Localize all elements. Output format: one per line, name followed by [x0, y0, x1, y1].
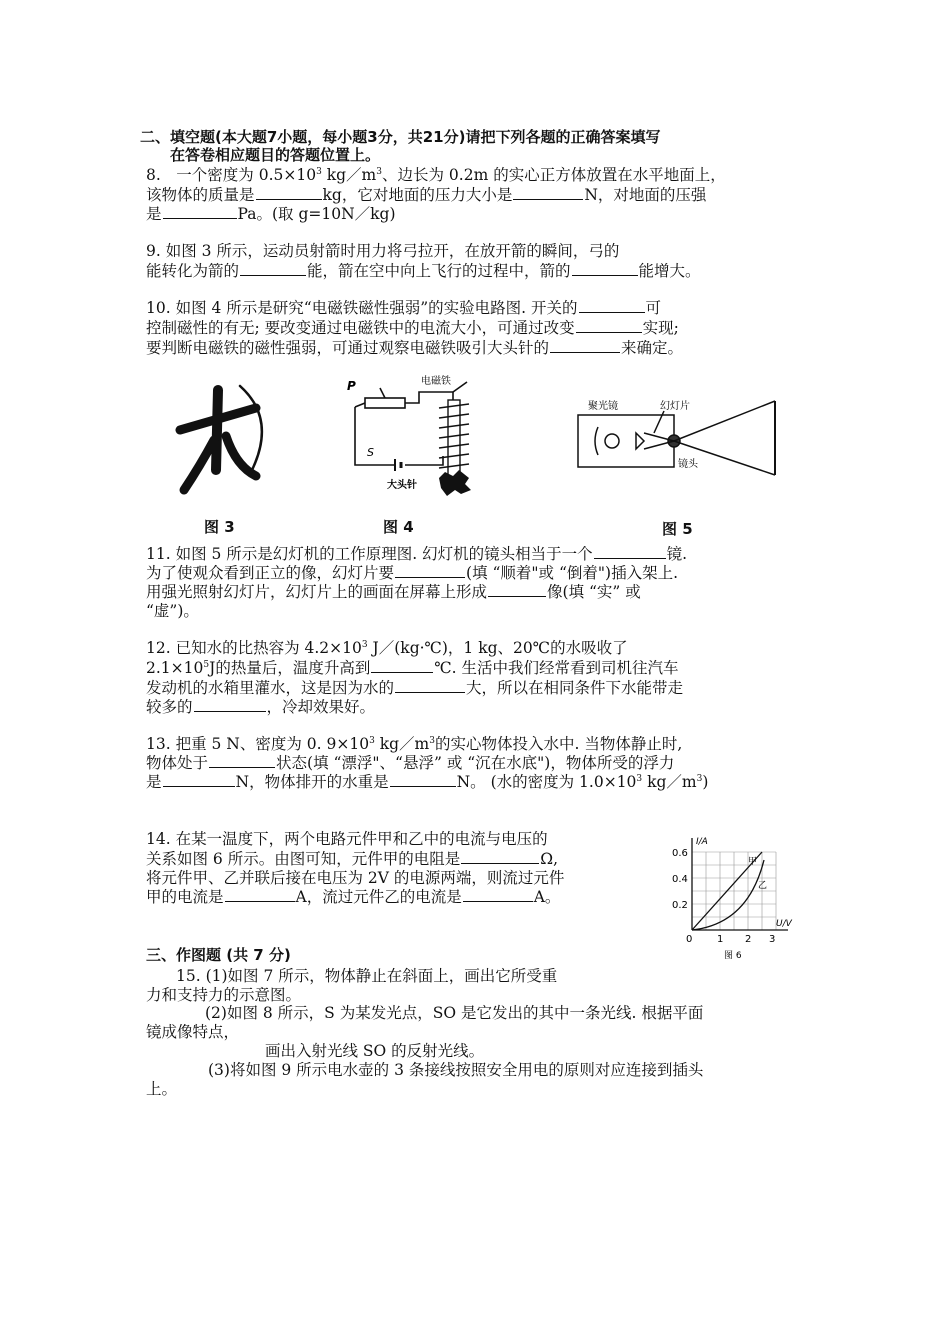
q8-line3: 是 Pa。(取 g=10N／kg)	[146, 205, 396, 223]
q15-line6: (3)将如图 9 所示电水壶的 3 条接线按照安全用电的原则对应连接到插头	[208, 1061, 704, 1079]
fig5-slide-label: 幻灯片	[660, 401, 690, 412]
answer-blank[interactable]	[461, 849, 539, 864]
series-jia-label: 甲	[748, 857, 758, 867]
q12-line2: $2.1\times 10^5J$的热量后，温度升高到 ℃. 生活中我们经常看到司机往汽车	[146, 659, 679, 677]
answer-blank[interactable]	[576, 318, 642, 333]
answer-blank[interactable]	[194, 697, 266, 712]
answer-blank[interactable]	[240, 261, 306, 276]
q8-line2: 该物体的质量是 kg，它对地面的压力大小是 N，对地面的压强	[146, 186, 707, 204]
q15-line4: 镜成像特点，	[146, 1023, 240, 1041]
answer-blank[interactable]	[163, 204, 237, 219]
figure-3-caption: 图 3	[204, 518, 235, 536]
q12-line3: 发动机的水箱里灌水，这是因为水的 大，所以在相同条件下水能带走	[146, 679, 684, 697]
fig4-electromagnet-label: 电磁铁	[421, 376, 451, 387]
pins-cluster	[439, 470, 471, 496]
figure-6-caption: 图 6	[724, 951, 742, 961]
section2-title-line1: 二、填空题(本大题7小题，每小题3分，共21分)请把下列各题的正确答案填写	[140, 128, 661, 146]
q14-line3: 将元件甲、乙并联后接在电压为 2V 的电源两端，则流过元件	[146, 869, 565, 887]
answer-blank[interactable]	[371, 658, 433, 673]
xtick: 1	[717, 934, 724, 945]
answer-blank[interactable]	[163, 772, 235, 787]
fig5-lens-label: 镜头	[678, 459, 698, 470]
ytick: 0.2	[672, 900, 688, 911]
answer-blank[interactable]	[579, 298, 645, 313]
q15-line2: 力和支持力的示意图。	[146, 986, 302, 1004]
q15-line5: 画出入射光线 SO 的反射光线。	[265, 1042, 485, 1060]
answer-blank[interactable]	[572, 261, 638, 276]
answer-blank[interactable]	[550, 338, 620, 353]
q11-line3: 用强光照射幻灯片，幻灯片上的画面在屏幕上形成 像(填 “实” 或	[146, 583, 641, 601]
q15-line1: 15. (1)如图 7 所示，物体静止在斜面上，画出它所受重	[176, 967, 558, 985]
q11-line4: “虚”)。	[146, 602, 199, 620]
q15-line3: (2)如图 8 所示，S 为某发光点，SO 是它发出的其中一条光线. 根据平面	[205, 1004, 704, 1022]
answer-blank[interactable]	[395, 678, 465, 693]
answer-blank[interactable]	[225, 887, 295, 902]
q14-line4: 甲的电流是 A，流过元件乙的电流是 A。	[146, 888, 561, 906]
q14-line2: 关系如图 6 所示。由图可知，元件甲的电阻是 Ω,	[146, 850, 558, 868]
fig4-switch-label: S	[367, 446, 374, 459]
answer-blank[interactable]	[594, 544, 666, 559]
q13-line2: 物体处于 状态(填 “漂浮"、“悬浮” 或 “沉在水底")，物体所受的浮力	[146, 754, 675, 772]
answer-blank[interactable]	[513, 185, 583, 200]
answer-blank[interactable]	[463, 887, 533, 902]
figure-4-circuit	[335, 370, 485, 500]
figure-4-caption: 图 4	[383, 518, 414, 536]
q13-line3: 是 N，物体排开的水重是 N。 (水的密度为 $1.0\times 10^3$ $kg/m^3$)	[146, 773, 709, 791]
figure-5-caption: 图 5	[662, 520, 693, 538]
answer-blank[interactable]	[488, 582, 546, 597]
fig4-pins-label: 大头针	[387, 480, 417, 491]
q10-line3: 要判断电磁铁的磁性强弱，可通过观察电磁铁吸引大头针的 来确定。	[146, 339, 684, 357]
figure-5-projector	[570, 397, 790, 477]
answer-blank[interactable]	[209, 753, 275, 768]
series-yi-curve	[692, 860, 764, 930]
q11-line2: 为了使观众看到正立的像，幻灯片要 (填 “顺着"或 “倒着")插入架上.	[146, 564, 678, 582]
q11-line1: 11. 如图 5 所示是幻灯机的工作原理图. 幻灯机的镜头相当于一个 镜.	[146, 545, 688, 563]
fig4-p-label: P	[347, 379, 356, 393]
q10-line2: 控制磁性的有无; 要改变通过电磁铁中的电流大小，可通过改变 实现;	[146, 319, 679, 337]
graph-x-label: U/V	[776, 919, 792, 929]
graph-y-label: I/A	[696, 837, 708, 847]
q9-line2: 能转化为箭的 能，箭在空中向上飞行的过程中，箭的 能增大。	[146, 262, 701, 280]
ytick: 0	[686, 934, 693, 945]
q10-line1: 10. 如图 4 所示是研究“电磁铁磁性强弱”的实验电路图. 开关的 可	[146, 299, 662, 317]
q13-line1: 13. 把重 5 N、密度为 0. $9\times 10^3$ $kg/m^3$的实心物体投入水中. 当物体静止时,	[146, 735, 683, 753]
series-yi-label: 乙	[758, 881, 768, 891]
q14-line1: 14. 在某一温度下，两个电路元件甲和乙中的电流与电压的	[146, 830, 548, 848]
q9-line1: 9. 如图 3 所示，运动员射箭时用力将弓拉开，在放开箭的瞬间，弓的	[146, 242, 620, 260]
fig5-condenser-label: 聚光镜	[588, 401, 618, 412]
q12-line4: 较多的 ，冷却效果好。	[146, 698, 376, 716]
section2-title-line2: 在答卷相应题目的答题位置上。	[170, 146, 381, 164]
xtick: 2	[745, 934, 752, 945]
ytick: 0.4	[672, 874, 688, 885]
answer-blank[interactable]	[390, 772, 456, 787]
answer-blank[interactable]	[256, 185, 322, 200]
figure-6-iu-graph	[672, 832, 802, 967]
q8-line1: 8. 一个密度为 $0.5\times 10^3$ $kg/m^3$、边长为 0.2m 的实心正方体放置在水平地面上，	[146, 166, 726, 184]
q12-line1: 12. 已知水的比热容为 $4.2\times 10^3$ J／(kg·℃)，1 kg、20℃的水吸收了	[146, 639, 628, 657]
q15-line7: 上。	[146, 1080, 178, 1098]
ytick: 0.6	[672, 848, 688, 859]
answer-blank[interactable]	[395, 563, 465, 578]
section3-title: 三、作图题 (共 7 分)	[146, 946, 291, 964]
figure-3-archer	[170, 378, 280, 503]
xtick: 3	[769, 934, 776, 945]
